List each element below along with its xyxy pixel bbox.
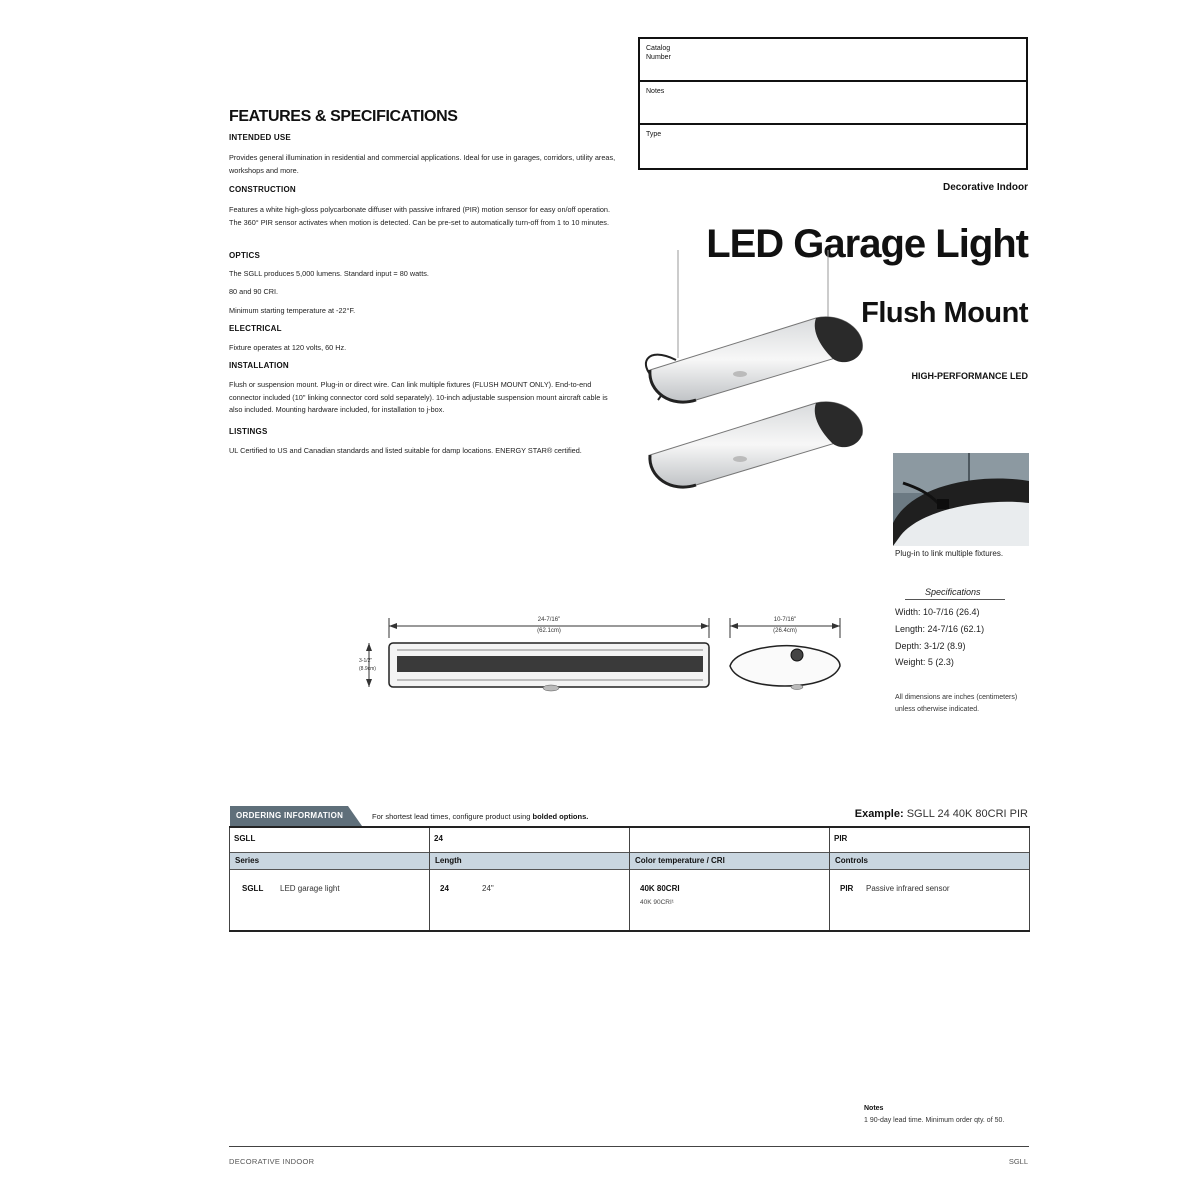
notes-item-1: 1 90-day lead time. Minimum order qty. of 50. [864, 1117, 1005, 1124]
catalog-number-field[interactable] [640, 39, 1026, 82]
header-controls: Controls [835, 856, 868, 865]
specifications-title: Specifications [925, 587, 981, 597]
color-temp-code: 40K 80CRI [640, 884, 680, 893]
length-dimension-cm: (62.1cm) [537, 628, 561, 634]
type-field[interactable] [640, 125, 1026, 168]
notes-field[interactable] [640, 82, 1026, 125]
ordering-column-color-temp [629, 828, 829, 930]
section-body-optics-3: Minimum starting temperature at -22°F. [229, 306, 356, 315]
ordering-note [372, 812, 588, 821]
header-color-temp: Color temperature / CRI [635, 856, 725, 865]
category-label: Decorative Indoor [942, 182, 1028, 193]
features-title: FEATURES & SPECIFICATIONS [229, 108, 458, 125]
controls-desc: Passive infrared sensor [866, 884, 950, 893]
section-body-listings: UL Certified to US and Canadian standards and listed suitable for damp locations. ENERGY STAR® certified. [229, 446, 582, 455]
section-head-electrical: ELECTRICAL [229, 324, 282, 333]
controls-code: PIR [840, 884, 854, 893]
section-body-electrical: Fixture operates at 120 volts, 60 Hz. [229, 343, 347, 352]
series-desc: LED garage light [280, 884, 340, 893]
notes-label: Notes [646, 88, 665, 95]
width-dimension: 10-7/16" [773, 617, 797, 623]
length-code: 24 [440, 884, 449, 893]
product-title: LED Garage Light [706, 222, 1028, 266]
depth-dimension-cm: (8.9cm) [359, 666, 376, 672]
series-top: SGLL [234, 834, 256, 843]
spec-weight: Weight: 5 (2.3) [895, 657, 954, 667]
footer-left: DECORATIVE INDOOR [229, 1157, 315, 1166]
section-head-intended-use: INTENDED USE [229, 133, 291, 142]
spec-length: Length: 24-7/16 (62.1) [895, 624, 985, 634]
section-body-installation: Flush or suspension mount. Plug-in or direct wire. Can link multiple fixtures (FLUSH MOUNT ONLY). End-to-end connector included (10" linking connector cord sold separately). 10-inch adjustable suspension mount aircraft cable is also included. Mounting hardware included, for installation to j-box. [229, 380, 608, 414]
ordering-example [855, 808, 1028, 820]
catalog-form-box [638, 37, 1028, 170]
dimension-drawing [355, 610, 875, 700]
ordering-note-prefix: For shortest lead times, configure product using [372, 812, 531, 821]
ordering-table [229, 826, 1030, 932]
width-dimension-cm: (26.4cm) [773, 628, 797, 634]
ordering-column-controls [829, 828, 1030, 930]
section-body-optics-1: The SGLL produces 5,000 lumens. Standard input = 80 watts. [229, 269, 429, 278]
section-body-intended-use: Provides general illumination in residential and commercial applications. Ideal for use in garages, corridors, utility areas, workshops and more. [229, 153, 616, 175]
section-head-listings: LISTINGS [229, 427, 268, 436]
notes-heading: Notes [864, 1105, 884, 1112]
color-temp-alt: 40K 90CRI¹ [640, 899, 674, 906]
footer-rule [229, 1146, 1029, 1147]
product-subtitle: Flush Mount [861, 297, 1028, 329]
ordering-note-bold: bolded options. [532, 812, 589, 821]
footer-right: SGLL [1008, 1157, 1028, 1166]
link-fixtures-photo [893, 453, 1029, 546]
ordering-column-length [429, 828, 629, 930]
dimensions-note: All dimensions are inches (centimeters) unless otherwise indicated. [895, 694, 1018, 713]
ordering-tab-label: ORDERING INFORMATION [236, 811, 344, 820]
length-dimension: 24-7/16" [537, 617, 561, 623]
length-top: 24 [434, 834, 443, 843]
catalog-number-label: Catalog Number [646, 45, 671, 61]
product-image [636, 250, 872, 495]
ordering-column-series [229, 828, 429, 930]
section-head-installation: INSTALLATION [229, 361, 289, 370]
depth-dimension: 3-1/2" [359, 658, 373, 664]
section-head-optics: OPTICS [229, 251, 260, 260]
section-body-optics-2: 80 and 90 CRI. [229, 287, 279, 296]
type-label: Type [646, 131, 662, 138]
spec-depth: Depth: 3-1/2 (8.9) [895, 641, 966, 651]
header-length: Length [435, 856, 462, 865]
example-label: Example: [854, 808, 904, 820]
example-value: SGLL 24 40K 80CRI PIR [906, 808, 1028, 820]
header-series: Series [235, 856, 260, 865]
spec-width: Width: 10-7/16 (26.4) [895, 607, 980, 617]
product-tagline: HIGH-PERFORMANCE LED [911, 371, 1028, 381]
length-desc: 24" [482, 884, 494, 893]
series-code: SGLL [242, 884, 264, 893]
link-fixtures-caption: Plug-in to link multiple fixtures. [895, 549, 1004, 558]
controls-top: PIR [834, 834, 848, 843]
section-body-construction: Features a white high-gloss polycarbonate diffuser with passive infrared (PIR) motion sensor for easy on/off operation. The 360° PIR sensor activates when motion is detected. Can be pre-set to automatically turn-off from 1 to 10 minutes. [229, 205, 610, 227]
section-head-construction: CONSTRUCTION [229, 185, 296, 194]
specifications-divider [905, 599, 1005, 600]
